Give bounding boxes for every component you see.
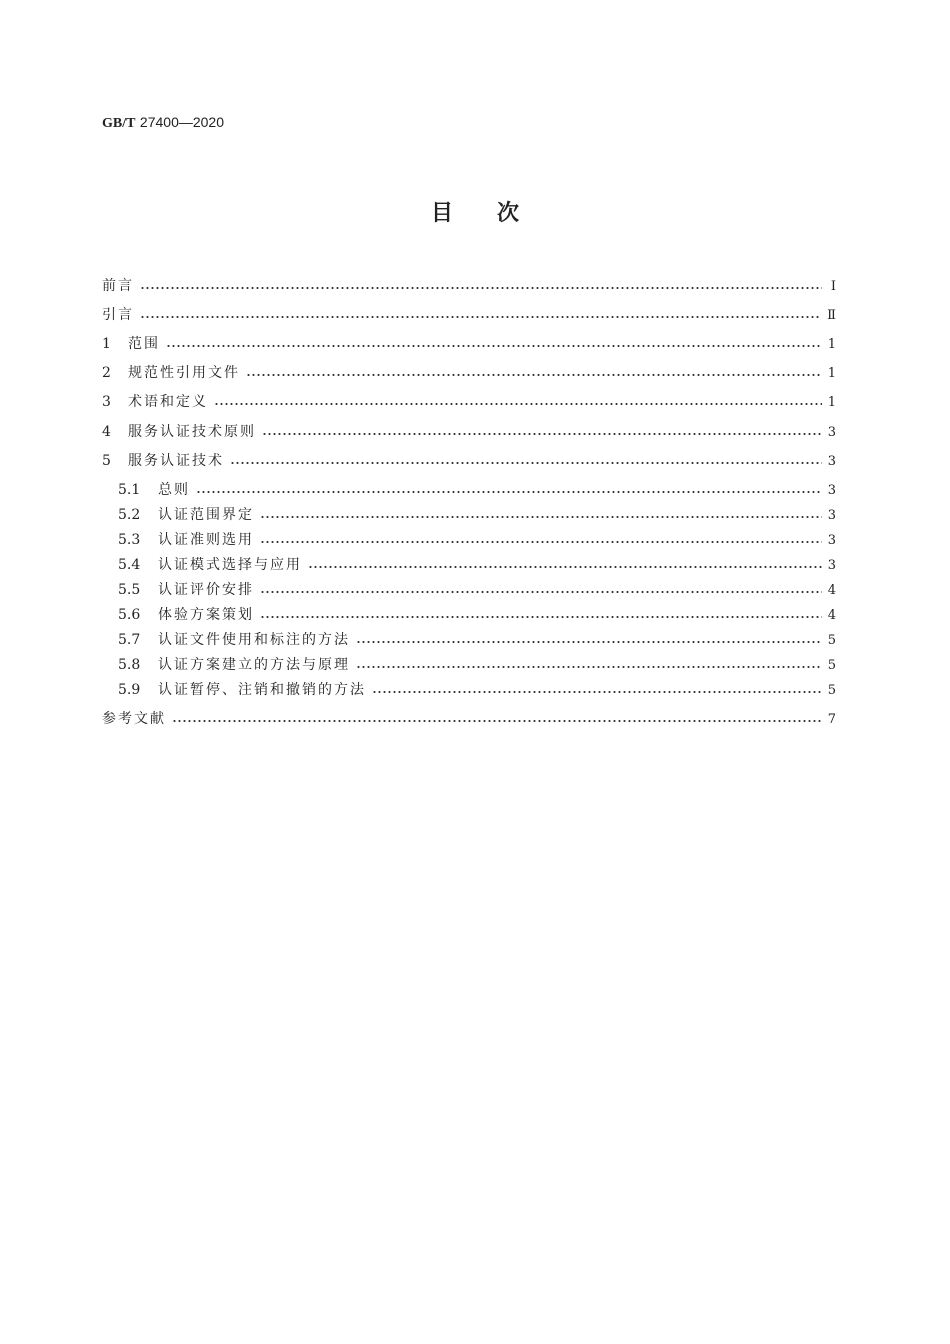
toc-entry-title[interactable]: 认证文件使用和标注的方法 — [158, 632, 350, 648]
toc-entry[interactable] — [102, 391, 836, 411]
toc-entry-title[interactable]: 范围 — [128, 336, 160, 352]
standard-prefix: GB/T — [102, 116, 136, 131]
toc-entry-title[interactable]: 体验方案策划 — [158, 607, 254, 623]
toc-entry[interactable] — [102, 450, 836, 470]
toc-entry-number: 5.9 — [118, 682, 141, 698]
dot-leader — [260, 615, 822, 619]
toc-entry-number: 5.2 — [118, 507, 141, 523]
toc-entry-page: 3 — [827, 558, 836, 573]
toc-entry-page: 5 — [827, 658, 836, 673]
toc-entry-title[interactable]: 服务认证技术 — [128, 453, 224, 469]
dot-leader — [372, 690, 822, 694]
page-title: 目次 — [430, 201, 563, 226]
dot-leader — [356, 640, 822, 644]
dot-leader — [262, 432, 822, 436]
toc-entry-page: 3 — [827, 508, 836, 523]
dot-leader — [356, 665, 822, 669]
toc-entry-title[interactable]: 引言 — [102, 307, 134, 323]
toc-entry-title[interactable]: 术语和定义 — [128, 394, 208, 410]
toc-entry-page: 4 — [827, 583, 836, 598]
dot-leader — [230, 461, 822, 465]
dot-leader — [214, 402, 822, 406]
toc-entry[interactable] — [102, 275, 836, 295]
toc-entry-page: 1 — [827, 366, 836, 381]
dot-leader — [260, 590, 822, 594]
toc-entry[interactable] — [118, 629, 836, 649]
toc-entry-number: 5.1 — [118, 482, 141, 498]
toc-entry-number: 5.5 — [118, 582, 141, 598]
toc-entry[interactable] — [118, 479, 836, 499]
toc-entry[interactable] — [118, 679, 836, 699]
toc-entry-title[interactable]: 认证范围界定 — [158, 507, 254, 523]
dot-leader — [140, 286, 822, 290]
toc-entry[interactable] — [118, 554, 836, 574]
toc-entry-title[interactable]: 前言 — [102, 278, 134, 294]
dot-leader — [166, 344, 822, 348]
toc-entry-number: 5 — [102, 453, 111, 469]
toc-entry-page: 1 — [827, 337, 836, 352]
dot-leader — [196, 490, 822, 494]
toc-entry-number: 1 — [102, 336, 111, 352]
toc-entry-page: 1 — [827, 395, 836, 410]
toc-entry-page: 3 — [827, 425, 836, 440]
dot-leader — [260, 515, 822, 519]
toc-entry[interactable] — [102, 708, 836, 728]
toc-entry[interactable] — [102, 304, 836, 324]
dot-leader — [260, 540, 822, 544]
toc-entry-page: 3 — [827, 454, 836, 469]
toc-entry-page: 3 — [827, 483, 836, 498]
toc-entry-page: Ⅰ — [830, 279, 836, 294]
toc-entry-title[interactable]: 认证暂停、注销和撤销的方法 — [158, 682, 366, 698]
toc-entry-number: 5.3 — [118, 532, 141, 548]
toc-entry-page: 5 — [827, 633, 836, 648]
toc-entry-title[interactable]: 认证模式选择与应用 — [158, 557, 302, 573]
toc-entry-page: 5 — [827, 683, 836, 698]
toc-entry[interactable] — [102, 362, 836, 382]
toc-entry[interactable] — [118, 579, 836, 599]
toc-entry-page: 3 — [827, 533, 836, 548]
toc-entry-title[interactable]: 总则 — [158, 482, 190, 498]
toc-entry-title[interactable]: 认证准则选用 — [158, 532, 254, 548]
toc-entry-number: 4 — [102, 424, 111, 440]
toc-entry-number: 2 — [102, 365, 111, 381]
toc-entry-number: 5.8 — [118, 657, 141, 673]
toc-entry-title[interactable]: 认证方案建立的方法与原理 — [158, 657, 350, 673]
toc-entry[interactable] — [118, 529, 836, 549]
toc-entry-page: 7 — [827, 712, 836, 727]
toc-entry-number: 5.4 — [118, 557, 141, 573]
toc-entry[interactable] — [118, 654, 836, 674]
dot-leader — [140, 315, 821, 319]
toc-entry-title[interactable]: 服务认证技术原则 — [128, 424, 256, 440]
dot-leader — [246, 373, 822, 377]
toc-entry-number: 3 — [102, 394, 111, 410]
toc-entry-title[interactable]: 认证评价安排 — [158, 582, 254, 598]
dot-leader — [172, 719, 822, 723]
toc-entry-title[interactable]: 参考文献 — [102, 711, 166, 727]
toc-entry-number: 5.6 — [118, 607, 141, 623]
toc-entry[interactable] — [118, 604, 836, 624]
toc-entry[interactable] — [102, 333, 836, 353]
toc-entry-page: 4 — [827, 608, 836, 623]
toc-entry-number: 5.7 — [118, 632, 141, 648]
toc-entry[interactable] — [118, 504, 836, 524]
toc-entry-title[interactable]: 规范性引用文件 — [128, 365, 240, 381]
toc-entry[interactable] — [102, 421, 836, 441]
dot-leader — [308, 565, 822, 569]
standard-number — [102, 114, 224, 132]
standard-code: 27400—2020 — [139, 114, 224, 130]
toc-entry-page: Ⅱ — [827, 308, 836, 323]
